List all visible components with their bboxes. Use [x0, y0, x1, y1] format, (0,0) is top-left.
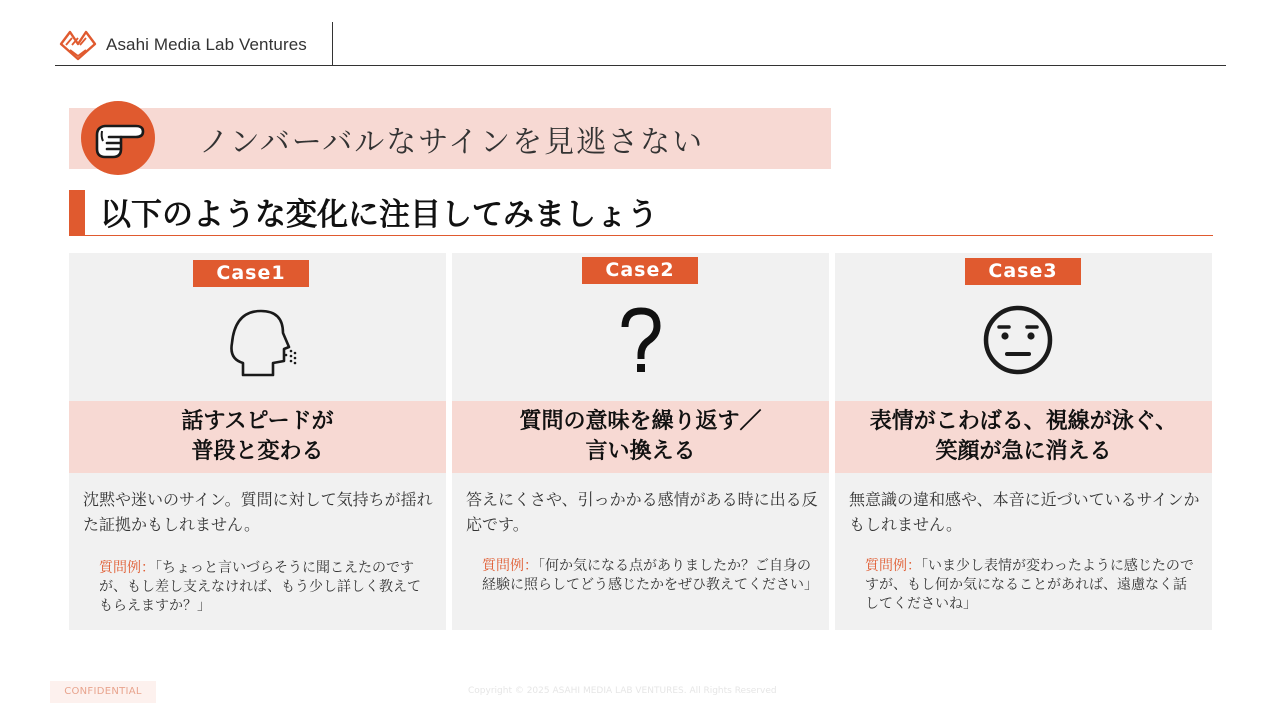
example-label: 質問例： — [865, 558, 921, 574]
case-heading-line-2: 言い換える — [585, 439, 696, 464]
case-description: 答えにくさや、引っかかる感情がある時に出る反応です。 — [466, 490, 818, 534]
case-heading — [452, 401, 829, 473]
case-card-1 — [69, 253, 446, 630]
case-example — [482, 557, 817, 595]
question-mark-icon — [452, 303, 829, 391]
case-tag: Case3 — [965, 258, 1081, 285]
case-tag: Case1 — [193, 260, 309, 287]
example-label: 質問例： — [99, 560, 155, 576]
example-text: 「ちょっと言いづらそうに聞こえたのですが、もし差し支えなければ、もう少し詳しく教えてもらえますか？」 — [99, 560, 421, 614]
company-logo — [58, 28, 307, 62]
banner-title: ノンバーバルなサインを見逃さない — [199, 125, 705, 160]
copyright-text: Copyright © 2025 ASAHI MEDIA LAB VENTURES. All Rights Reserved — [468, 686, 777, 696]
brand-name: Asahi Media Lab Ventures — [106, 35, 307, 54]
case-heading-line-1: 質問の意味を繰り返す／ — [519, 409, 762, 434]
case-description: 無意識の違和感や、本音に近づいているサインかもしれません。 — [849, 490, 1200, 534]
case-card-3 — [835, 253, 1212, 630]
case-heading — [69, 401, 446, 473]
case-heading-line-1: 表情がこわばる、視線が泳ぐ、 — [869, 409, 1178, 434]
header-rule — [55, 65, 1226, 66]
case-card-2 — [452, 253, 829, 630]
subtitle-underline — [85, 235, 1213, 236]
case-heading-line-1: 話すスピードが — [181, 409, 334, 434]
example-label: 質問例： — [482, 558, 538, 574]
confidential-badge: CONFIDENTIAL — [50, 681, 156, 703]
example-text: 「何か気になる点がありましたか？ご自身の経験に照らしてどう感じたかをぜひ教えてください」 — [482, 558, 818, 593]
section-subtitle: 以下のような変化に注目してみましょう — [100, 197, 658, 233]
case-heading — [835, 401, 1212, 473]
neutral-face-icon — [835, 303, 1212, 391]
subtitle-accent-bar — [69, 190, 85, 236]
case-heading-line-2: 笑顔が急に消える — [935, 439, 1112, 464]
example-text: 「いま少し表情が変わったように感じたのですが、もし何か気になることがあれば、遠慮なく話してくださいね」 — [865, 558, 1194, 612]
case-heading-line-2: 普段と変わる — [191, 439, 324, 464]
pointing-hand-icon — [81, 101, 155, 175]
header-divider — [332, 22, 333, 66]
case-description: 沈黙や迷いのサイン。質問に対して気持ちが揺れた証拠かもしれません。 — [83, 490, 433, 534]
case-example — [865, 557, 1200, 614]
case-example — [99, 559, 434, 616]
case-tag: Case2 — [582, 257, 698, 284]
face-speaking-icon — [69, 303, 446, 391]
logo-mark-icon — [58, 28, 98, 62]
